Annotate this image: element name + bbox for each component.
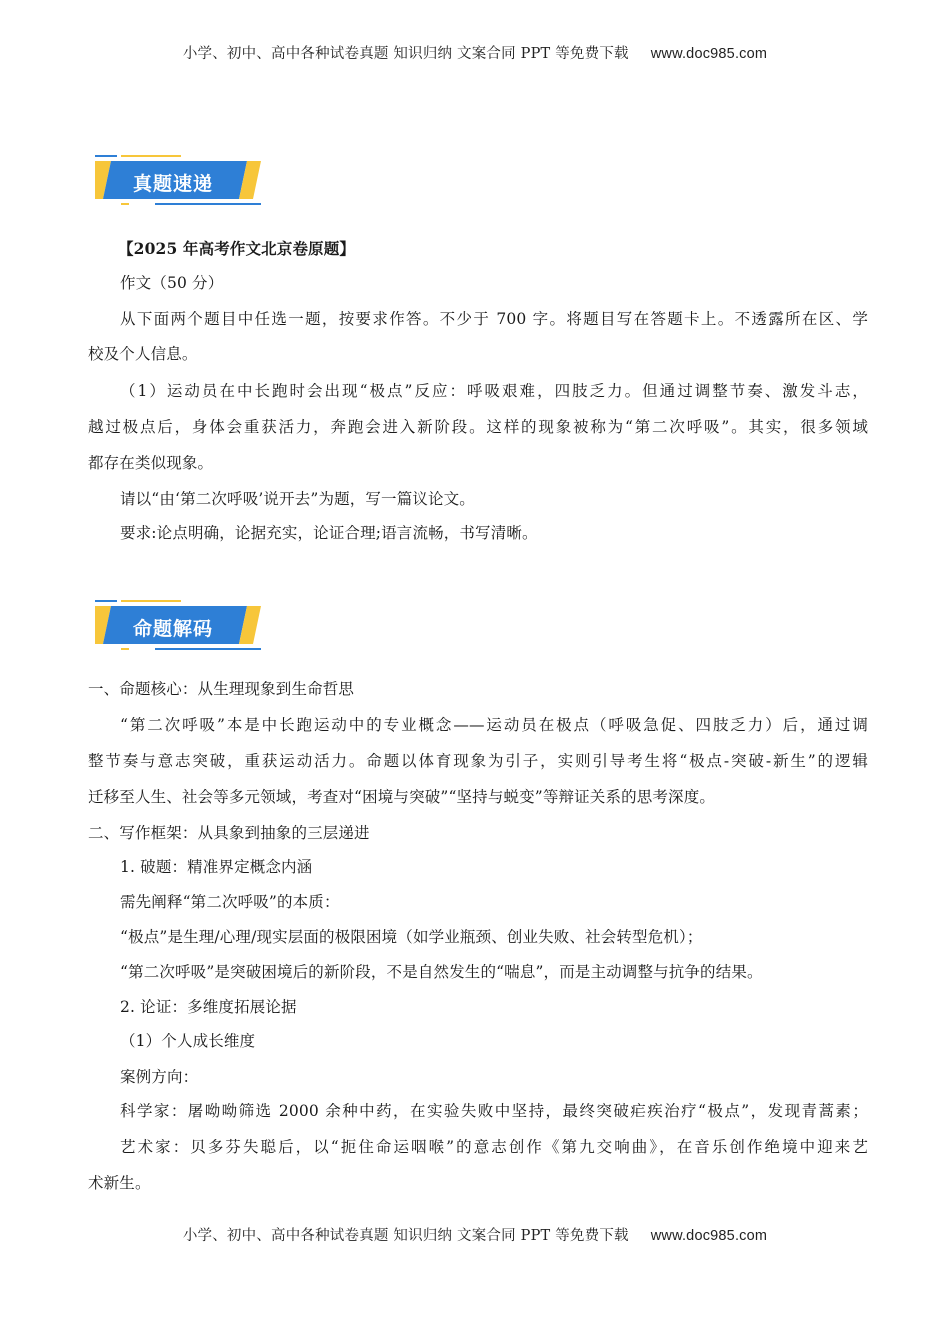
- section-heading: 二、写作框架：从具象到抽象的三层递进: [88, 824, 370, 842]
- banner-title: 真题速递: [133, 173, 214, 195]
- footer-url[interactable]: www.doc985.com: [650, 1228, 768, 1244]
- text-line: （1）个人成长维度: [120, 1032, 256, 1050]
- text-line: 2. 论证：多维度拓展论据: [120, 998, 297, 1016]
- section-banner-zhenti: [95, 155, 263, 207]
- page-footer: [0, 1224, 950, 1245]
- text-line: 需先阐释“第二次呼吸”的本质：: [120, 893, 340, 911]
- page-header: [0, 42, 950, 63]
- text-line: 请以“由‘第二次呼吸’说开去”为题，写一篇议论文。: [120, 490, 475, 508]
- text-line: 术新生。: [88, 1174, 151, 1192]
- header-text: 小学、初中、高中各种试卷真题 知识归纳 文案合同 PPT 等免费下载: [182, 46, 629, 62]
- text-line: 越过极点后，身体会重获活力，奔跑会进入新阶段。这样的现象被称为“第二次呼吸”。其实，很多领域: [88, 418, 868, 436]
- text-line: （1）运动员在中长跑时会出现“极点”反应：呼吸艰难，四肢乏力。但通过调整节奏、激发斗志，: [120, 382, 868, 400]
- banner-title: 命题解码: [133, 618, 214, 640]
- text-line: 从下面两个题目中任选一题，按要求作答。不少于 700 字。将题目写在答题卡上。不透露所在区、学: [120, 310, 868, 328]
- section-banner-mingti: [95, 600, 263, 652]
- text-line: 科学家：屠呦呦筛选 2000 余种中药，在实验失败中坚持，最终突破疟疾治疗“极点”，发现青蒿素；: [120, 1102, 868, 1120]
- text-line: 要求:论点明确，论据充实，论证合理;语言流畅，书写清晰。: [120, 524, 538, 542]
- text-line: “极点”是生理/心理/现实层面的极限困境（如学业瓶颈、创业失败、社会转型危机）；: [120, 928, 703, 946]
- footer-text: 小学、初中、高中各种试卷真题 知识归纳 文案合同 PPT 等免费下载: [182, 1228, 629, 1244]
- text-line: 艺术家：贝多芬失聪后，以“扼住命运咽喉”的意志创作《第九交响曲》，在音乐创作绝境中迎来艺: [120, 1138, 868, 1156]
- text-line: 案例方向：: [120, 1068, 199, 1086]
- text-line: 校及个人信息。: [88, 345, 198, 363]
- text-line: 作文（50 分）: [120, 274, 224, 292]
- header-url[interactable]: www.doc985.com: [650, 46, 768, 62]
- section-heading: 一、命题核心：从生理现象到生命哲思: [88, 680, 355, 698]
- text-line: 1. 破题：精准界定概念内涵: [120, 858, 313, 876]
- exam-title: 【2025 年高考作文北京卷原题】: [118, 239, 356, 258]
- text-line: “第二次呼吸”是突破困境后的新阶段，不是自然发生的“喘息”，而是主动调整与抗争的结果。: [120, 963, 763, 981]
- text-line: “第二次呼吸”本是中长跑运动中的专业概念——运动员在极点（呼吸急促、四肢乏力）后，通过调: [120, 716, 868, 734]
- text-line: 整节奏与意志突破，重获运动活力。命题以体育现象为引子，实则引导考生将“极点-突破-新生”的逻辑: [88, 752, 868, 770]
- text-line: 迁移至人生、社会等多元领域，考查对“困境与突破”“坚持与蜕变”等辩证关系的思考深度。: [88, 788, 715, 806]
- text-line: 都存在类似现象。: [88, 454, 214, 472]
